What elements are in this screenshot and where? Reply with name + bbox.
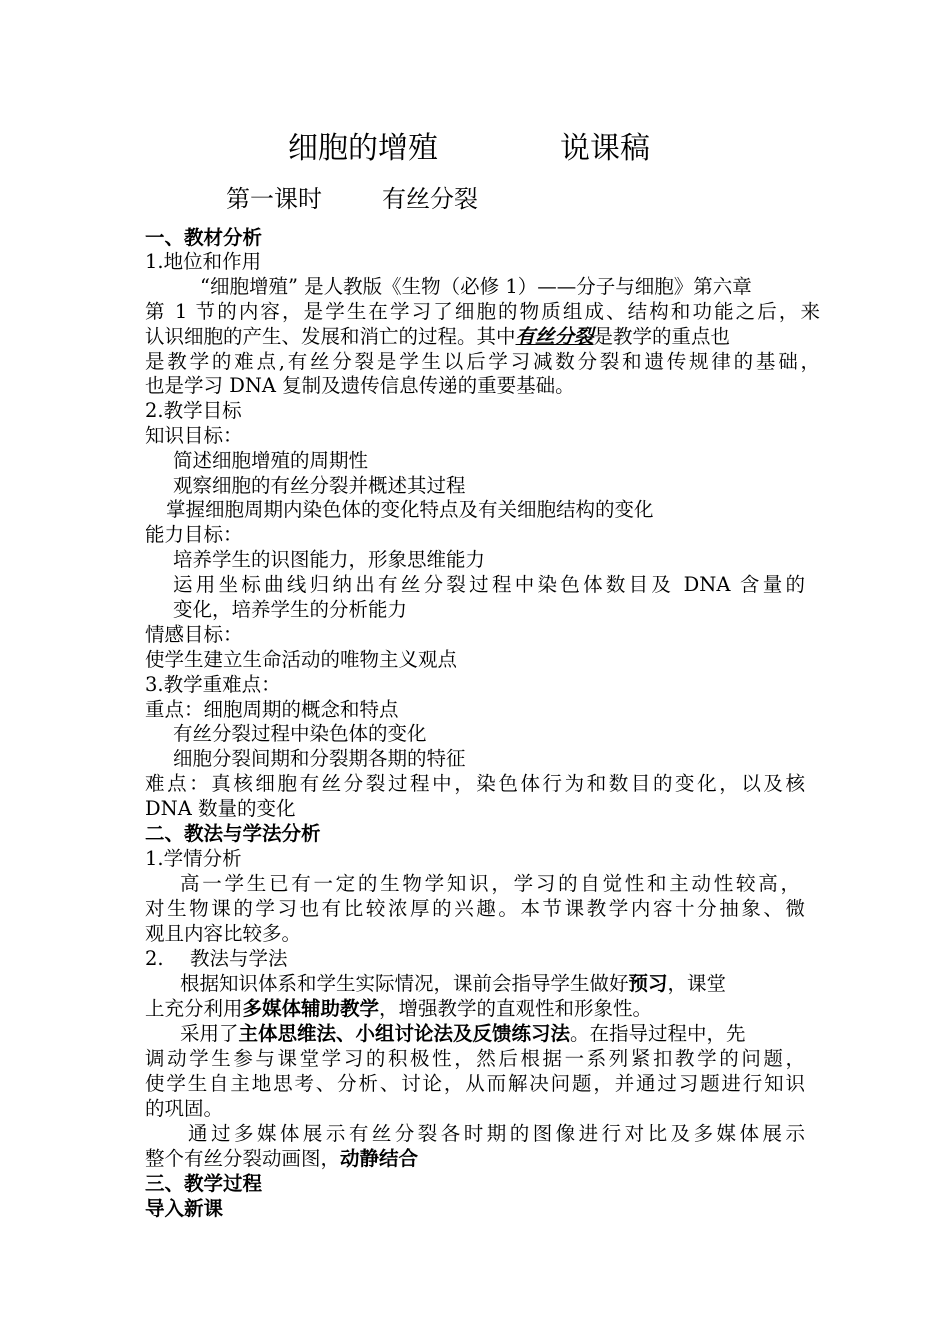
subsection-heading-1-3: 3.教学重难点： (145, 673, 281, 696)
subsection-heading-3-1: 导入新课 (145, 1197, 224, 1220)
paragraph-4-line-3: 使学生自主地思考、分析、讨论，从而解决问题，并通过习题进行知识 (145, 1072, 805, 1095)
subsection-heading-2-2: 教法与学法 (190, 947, 288, 970)
emphasis-mitosis: 有丝分裂 (515, 325, 594, 348)
emotion-goals-heading: 情感目标： (145, 623, 243, 646)
paragraph-3-line-2-tail: ，增强教学的直观性和形象性。 (379, 997, 653, 1020)
bold-methods: 主体思维法、小组讨论法及反馈练习法 (238, 1022, 571, 1045)
paragraph-1-text: 认识细胞的产生、发展和消亡的过程。其中 (145, 325, 516, 348)
ability-goal-2-line-1: 运用坐标曲线归纳出有丝分裂过程中染色体数目及 DNA 含量的 (173, 573, 805, 596)
knowledge-goal-2: 观察细胞的有丝分裂并概述其过程 (173, 474, 466, 497)
paragraph-4-text: 采用了 (180, 1022, 239, 1045)
ability-goal-1: 培养学生的识图能力，形象思维能力 (173, 548, 486, 571)
paragraph-1-line-5: 也是学习 DNA 复制及遗传信息传递的重要基础。 (145, 374, 575, 397)
doc-subtitle-left: 第一课时 (226, 185, 322, 213)
section-heading-1: 一、教材分析 (145, 226, 263, 249)
subsection-heading-1-1: 1.地位和作用 (145, 250, 262, 273)
subsection-heading-1-2: 2.教学目标 (145, 399, 242, 422)
bold-preview: 预习 (628, 972, 668, 995)
paragraph-4-text-tail: 。在指导过程中，先 (570, 1022, 746, 1045)
paragraph-1-line-3 (145, 324, 730, 349)
emotion-goal-1: 使学生建立生命活动的唯物主义观点 (145, 648, 458, 671)
key-point-2: 有丝分裂过程中染色体的变化 (173, 722, 427, 745)
section-heading-3: 三、教学过程 (145, 1172, 263, 1195)
paragraph-3-text-tail: ，课堂 (667, 972, 727, 995)
bold-dynamic-static: 动静结合 (340, 1147, 419, 1170)
section-heading-2: 二、教法与学法分析 (145, 822, 321, 845)
title-left: 细胞的增殖 (288, 131, 438, 166)
paragraph-5-line-2 (145, 1146, 418, 1171)
bold-multimedia: 多媒体辅助教学 (242, 997, 380, 1020)
key-point-1: 重点：细胞周期的概念和特点 (145, 698, 399, 721)
paragraph-2-line-3: 观且内容比较多。 (145, 922, 302, 945)
title-right: 说课稿 (560, 131, 650, 166)
paragraph-2-line-1: 高一学生已有一定的生物学知识，学习的自觉性和主动性较高， (180, 872, 800, 895)
subsection-heading-2-2-number: 2. (145, 947, 164, 970)
doc-title-right (560, 130, 650, 168)
key-point-3: 细胞分裂间期和分裂期各期的特征 (173, 747, 466, 770)
difficult-point-line-1: 难点：真核细胞有丝分裂过程中，染色体行为和数目的变化，以及核 (145, 772, 805, 795)
paragraph-4-line-4: 的巩固。 (145, 1097, 224, 1120)
doc-subtitle-right: 有丝分裂 (382, 185, 478, 213)
paragraph-5-text: 整个有丝分裂动画图， (145, 1147, 341, 1170)
difficult-point-line-2: DNA 数量的变化 (145, 797, 296, 820)
knowledge-goal-1: 简述细胞增殖的周期性 (173, 449, 369, 472)
paragraph-2-line-2: 对生物课的学习也有比较浓厚的兴趣。本节课教学内容十分抽象、微 (145, 897, 805, 920)
paragraph-1-line-4: 是教学的难点,有丝分裂是学生以后学习减数分裂和遗传规律的基础， (145, 350, 820, 373)
paragraph-3-line-2 (145, 996, 652, 1021)
paragraph-3-text: 根据知识体系和学生实际情况，课前会指导学生做好 (180, 972, 629, 995)
paragraph-1-text-tail: 是教学的重点也 (593, 325, 731, 348)
paragraph-1-line-2: 第 1 节的内容，是学生在学习了细胞的物质组成、结构和功能之后，来 (145, 300, 820, 323)
knowledge-goal-3: 掌握细胞周期内染色体的变化特点及有关细胞结构的变化 (166, 498, 654, 521)
ability-goals-heading: 能力目标： (145, 523, 243, 546)
paragraph-4-line-1 (180, 1021, 746, 1046)
paragraph-5-line-1: 通过多媒体展示有丝分裂各时期的图像进行对比及多媒体展示 (188, 1122, 805, 1145)
paragraph-4-line-2: 调动学生参与课堂学习的积极性，然后根据一系列紧扣教学的问题， (145, 1047, 805, 1070)
doc-title (288, 130, 438, 168)
paragraph-3-line-1 (180, 971, 726, 996)
ability-goal-2-line-2: 变化，培养学生的分析能力 (173, 598, 408, 621)
paragraph-3-line-2-text: 上充分利用 (145, 997, 243, 1020)
subsection-heading-2-1: 1.学情分析 (145, 847, 242, 870)
paragraph-1-line-1: “细胞增殖” 是人教版《生物（必修 1）——分子与细胞》第六章 (200, 275, 752, 298)
knowledge-goals-heading: 知识目标： (145, 424, 243, 447)
